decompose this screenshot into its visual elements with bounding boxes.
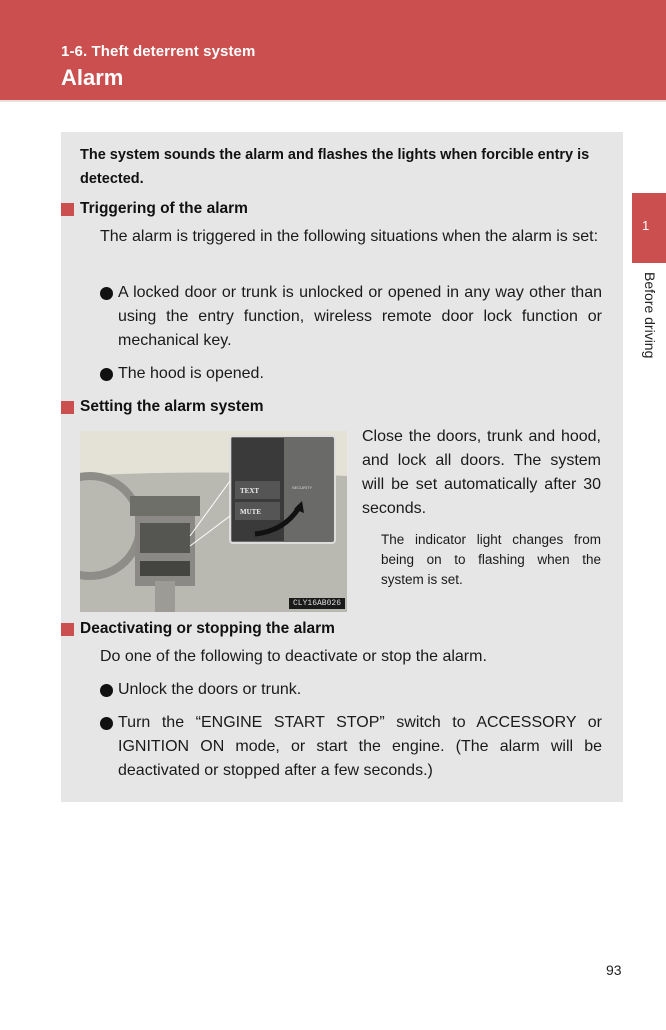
heading-setting (61, 398, 263, 416)
section-title: 1-6. Theft deterrent system (61, 43, 256, 60)
setting-body: Close the doors, trunk and hood, and lock all doors. The system will be set automatically after 30 seconds. (362, 428, 601, 517)
chapter-number: 1 (642, 218, 650, 233)
page-number: 93 (606, 962, 622, 978)
triggering-body: The alarm is triggered in the following situations when the alarm is set: (100, 228, 599, 245)
figure-code: CLY16AB026 (289, 598, 345, 609)
bullet-icon (100, 717, 113, 730)
chapter-label: Before driving (642, 272, 658, 359)
page-header (0, 0, 666, 102)
square-bullet-icon (61, 623, 74, 636)
list-item: The hood is opened. (100, 362, 602, 386)
heading-label: Setting the alarm system (80, 398, 264, 415)
heading-deactivating (61, 620, 335, 638)
setting-note: The indicator light changes from being on to flashing when the system is set. (381, 532, 601, 587)
page-title: Alarm (61, 65, 124, 90)
bullet-icon (100, 287, 113, 300)
chapter-tab[interactable] (632, 193, 666, 263)
svg-text:SECURITY: SECURITY (292, 485, 313, 490)
square-bullet-icon (61, 203, 74, 216)
list-item: Turn the “ENGINE START STOP” switch to ACCESSORY or IGNITION ON mode, or start the engine. (The alarm will be deactivated or stopped after a few seconds.) (100, 711, 602, 783)
deactivating-body: Do one of the following to deactivate or stop the alarm. (100, 648, 487, 665)
svg-text:MUTE: MUTE (240, 508, 261, 516)
square-bullet-icon (61, 401, 74, 414)
content-box (61, 132, 623, 802)
heading-label: Deactivating or stopping the alarm (80, 620, 335, 637)
intro-text: The system sounds the alarm and flashes the lights when forcible entry is detected. (80, 147, 590, 187)
dashboard-illustration (80, 431, 347, 612)
list-item: Unlock the doors or trunk. (100, 678, 602, 702)
heading-label: Triggering of the alarm (80, 200, 248, 217)
bullet-icon (100, 684, 113, 697)
heading-triggering (61, 200, 248, 218)
svg-text:TEXT: TEXT (240, 487, 260, 495)
dashboard-image-icon (80, 431, 347, 612)
bullet-icon (100, 368, 113, 381)
list-item: A locked door or trunk is unlocked or opened in any way other than using the entry function, wireless remote door lock function or mechanical key. (100, 281, 602, 353)
